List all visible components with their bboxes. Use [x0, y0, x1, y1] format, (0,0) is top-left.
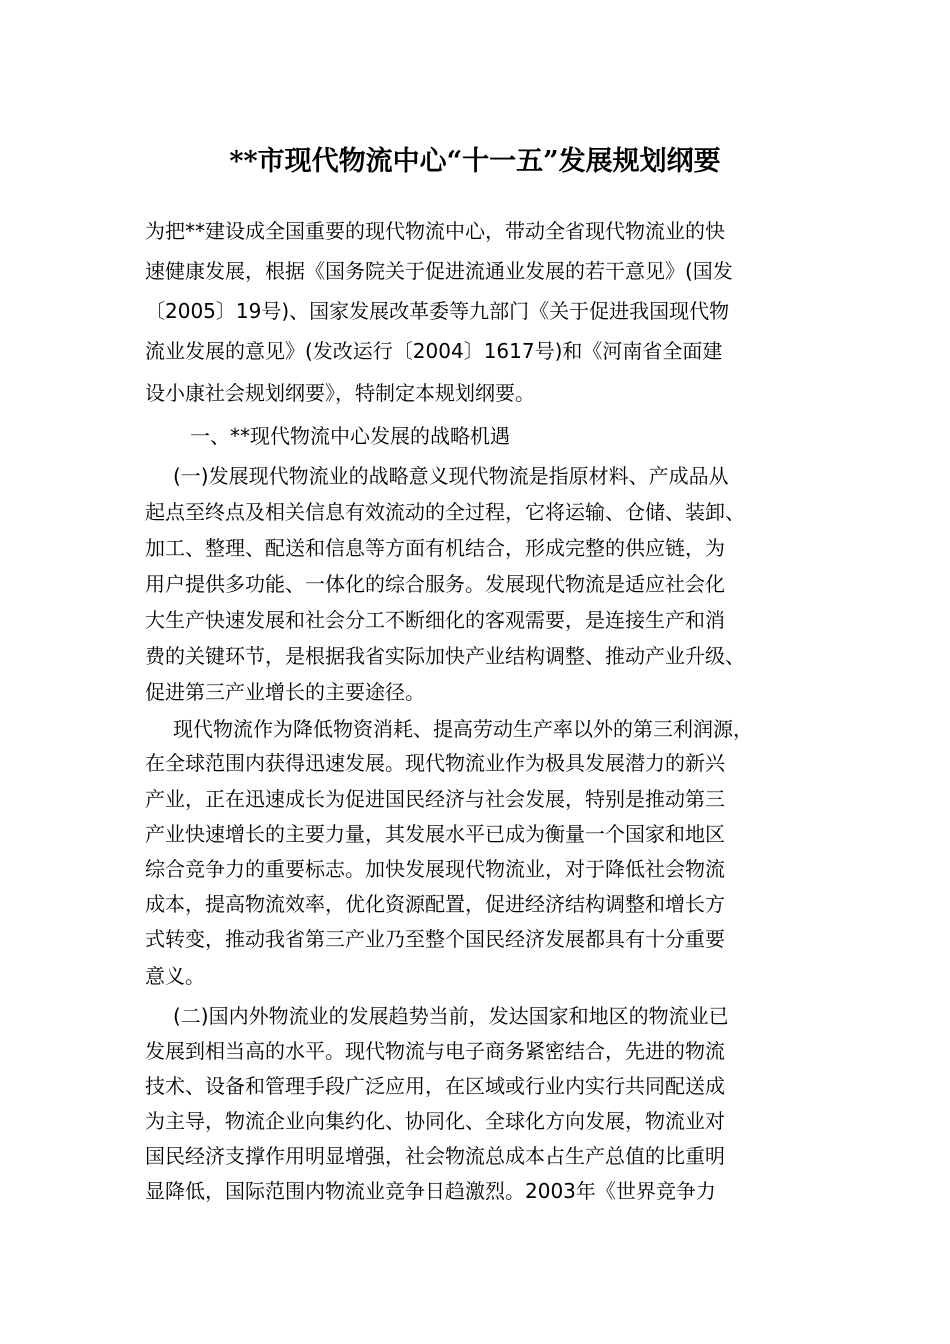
- text-line: 加工、整理、配送和信息等方面有机结合，形成完整的供应链，为: [145, 536, 725, 560]
- section-heading: 一、**现代物流中心发展的战略机遇: [190, 424, 510, 448]
- text-line: 现代物流作为降低物资消耗、提高劳动生产率以外的第三利润源，: [173, 717, 753, 741]
- text-line: 〔2005〕19号)、国家发展改革委等九部门《关于促进我国现代物: [145, 299, 730, 323]
- text-line: 费的关键环节，是根据我省实际加快产业结构调整、推动产业升级、: [145, 644, 745, 668]
- text-line: (一)发展现代物流业的战略意义现代物流是指原材料、产成品从: [173, 464, 729, 488]
- text-line: 成本，提高物流效率，优化资源配置，促进经济结构调整和增长方: [145, 892, 725, 916]
- text-line: 意义。: [145, 964, 205, 988]
- text-line: 为主导，物流企业向集约化、协同化、全球化方向发展，物流业对: [145, 1109, 725, 1133]
- text-line: (二)国内外物流业的发展趋势当前，发达国家和地区的物流业已: [173, 1004, 729, 1028]
- text-line: 式转变，推动我省第三产业乃至整个国民经济发展都具有十分重要: [145, 927, 725, 951]
- text-line: 大生产快速发展和社会分工不断细化的客观需要，是连接生产和消: [145, 608, 725, 632]
- text-line: 显降低，国际范围内物流业竞争日趋激烈。2003年《世界竞争力: [145, 1179, 716, 1203]
- text-line: 国民经济支撑作用明显增强，社会物流总成本占生产总值的比重明: [145, 1144, 725, 1168]
- text-line: 设小康社会规划纲要》，特制定本规划纲要。: [145, 381, 535, 405]
- text-line: 促进第三产业增长的主要途径。: [145, 680, 425, 704]
- text-line: 起点至终点及相关信息有效流动的全过程，它将运输、仓储、装卸、: [145, 500, 745, 524]
- text-line: 发展到相当高的水平。现代物流与电子商务紧密结合，先进的物流: [145, 1039, 725, 1063]
- text-line: 技术、设备和管理手段广泛应用，在区域或行业内实行共同配送成: [145, 1074, 725, 1098]
- text-line: 产业，正在迅速成长为促进国民经济与社会发展，特别是推动第三: [145, 787, 725, 811]
- text-line: 产业快速增长的主要力量，其发展水平已成为衡量一个国家和地区: [145, 822, 725, 846]
- text-line: 为把**建设成全国重要的现代物流中心，带动全省现代物流业的快: [145, 219, 725, 243]
- text-line: 流业发展的意见》(发改运行〔2004〕1617号)和《河南省全面建: [145, 339, 723, 363]
- text-line: 速健康发展，根据《国务院关于促进流通业发展的若干意见》(国发: [145, 259, 733, 283]
- text-line: 用户提供多功能、一体化的综合服务。发展现代物流是适应社会化: [145, 572, 725, 596]
- text-line: 综合竞争力的重要标志。加快发展现代物流业，对于降低社会物流: [145, 857, 725, 881]
- document-title: **市现代物流中心“十一五”发展规划纲要: [229, 146, 721, 177]
- text-line: 在全球范围内获得迅速发展。现代物流业作为极具发展潜力的新兴: [145, 751, 725, 775]
